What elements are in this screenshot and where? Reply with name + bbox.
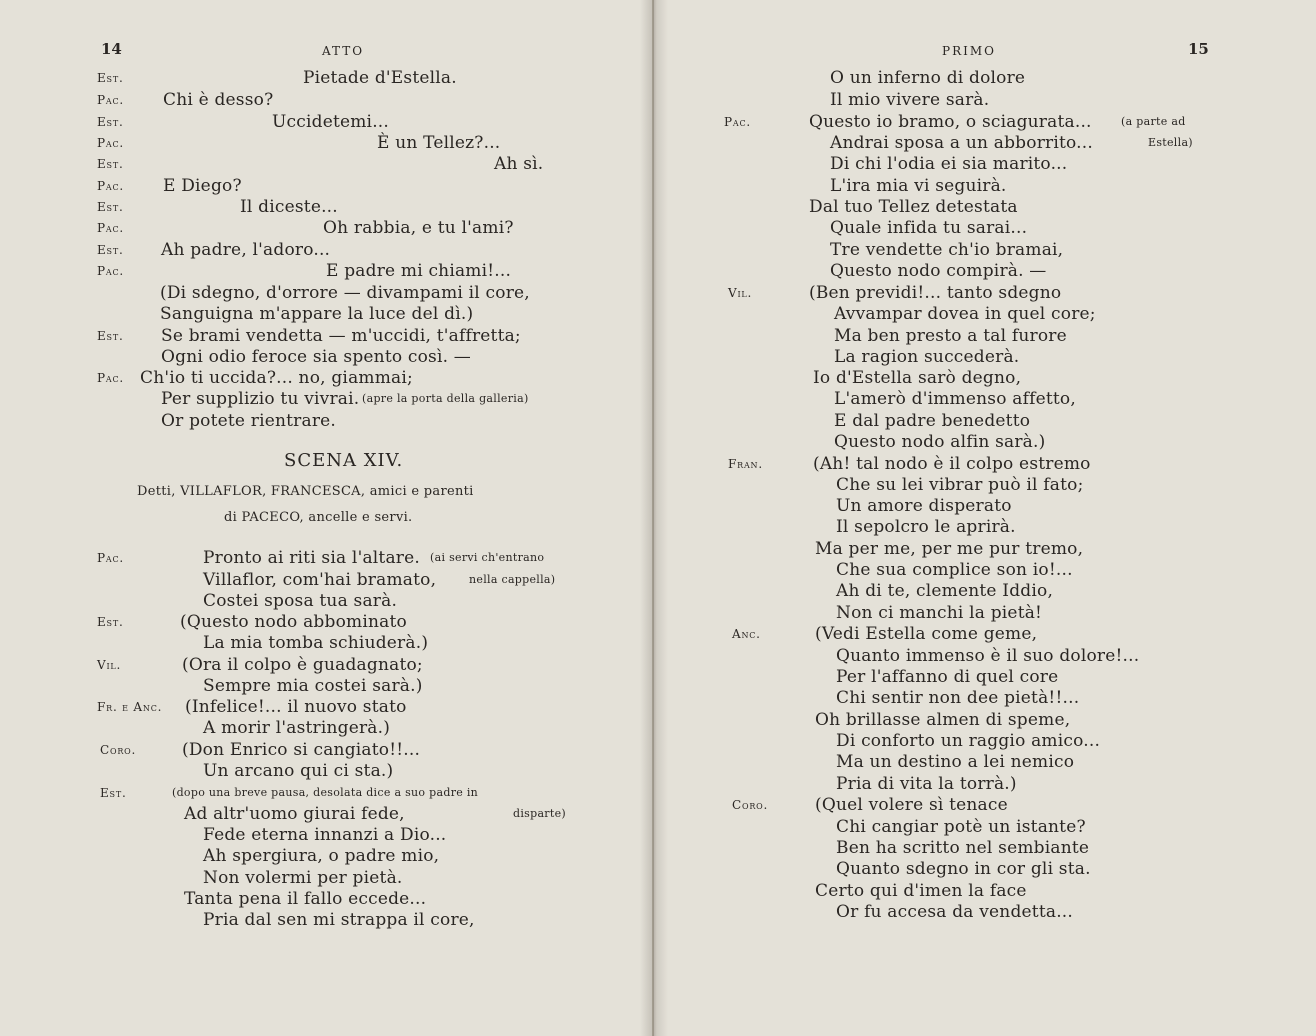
- scene-title: SCENA XIV.: [284, 450, 404, 471]
- stage-direction: Estella): [1148, 136, 1193, 149]
- verse-line: Certo qui d'imen la face: [815, 881, 1027, 901]
- speaker-label: Coro.: [100, 743, 137, 757]
- stage-direction: (a parte ad: [1121, 115, 1186, 128]
- verse-line: Che su lei vibrar può il fato;: [836, 475, 1084, 495]
- verse-line: Pronto ai riti sia l'altare.: [203, 548, 420, 568]
- verse-line: Pria di vita la torrà.): [836, 774, 1017, 794]
- speaker-label: Pac.: [97, 136, 124, 150]
- verse-line: L'ira mia vi seguirà.: [830, 176, 1007, 196]
- verse-line: Ah spergiura, o padre mio,: [203, 846, 440, 866]
- verse-line: (Ora il colpo è guadagnato;: [182, 655, 423, 675]
- verse-line: L'amerò d'immenso affetto,: [834, 389, 1076, 409]
- speaker-label: Coro.: [732, 798, 769, 812]
- verse-line: E Diego?: [163, 176, 242, 196]
- verse-line: Un arcano qui ci sta.): [203, 761, 394, 781]
- stage-direction: (ai servi ch'entrano: [430, 551, 545, 564]
- verse-line: Se brami vendetta — m'uccidi, t'affretta;: [161, 326, 521, 346]
- verse-line: Ben ha scritto nel sembiante: [836, 838, 1090, 858]
- verse-line: La mia tomba schiuderà.): [203, 633, 429, 653]
- verse-line: Il sepolcro le aprirà.: [836, 517, 1016, 537]
- verse-line: Pietade d'Estella.: [303, 68, 457, 88]
- verse-line: (Don Enrico si cangiato!!...: [182, 740, 421, 760]
- verse-line: Questo nodo compirà. —: [830, 261, 1047, 281]
- verse-line: Ah sì.: [494, 154, 544, 174]
- verse-line: Ma ben presto a tal furore: [834, 326, 1067, 346]
- verse-line: Tanta pena il fallo eccede...: [184, 889, 427, 909]
- speaker-label: Vil.: [728, 286, 753, 300]
- cast-list-line: di PACECO, ancelle e servi.: [224, 510, 413, 525]
- verse-line: Avvampar dovea in quel core;: [834, 304, 1096, 324]
- page-number: 15: [1188, 40, 1209, 58]
- verse-line: Or potete rientrare.: [161, 411, 337, 431]
- verse-line: (Questo nodo abbominato: [180, 612, 407, 632]
- stage-direction: (apre la porta della galleria): [362, 392, 529, 405]
- speaker-label: Pac.: [97, 93, 124, 107]
- verse-line: (Infelice!... il nuovo stato: [185, 697, 407, 717]
- speaker-label: Pac.: [97, 264, 124, 278]
- speaker-label: Est.: [97, 71, 124, 85]
- speaker-label: Est.: [97, 115, 124, 129]
- speaker-label: Pac.: [97, 179, 124, 193]
- verse-line: Ah padre, l'adoro...: [161, 240, 331, 260]
- verse-line: Chi sentir non dee pietà!!...: [836, 688, 1080, 708]
- verse-line: Or fu accesa da vendetta...: [836, 902, 1074, 922]
- verse-line: A morir l'astringerà.): [203, 718, 391, 738]
- speaker-label: Fran.: [728, 457, 763, 471]
- verse-line: La ragion succederà.: [834, 347, 1020, 367]
- verse-line: E padre mi chiami!...: [326, 261, 512, 281]
- verse-line: (Di sdegno, d'orrore — divampami il core,: [160, 283, 530, 303]
- verse-line: E dal padre benedetto: [834, 411, 1031, 431]
- verse-line: Ch'io ti uccida?... no, giammai;: [140, 368, 413, 388]
- verse-line: Quale infida tu sarai...: [830, 218, 1028, 238]
- verse-line: Oh brillasse almen di speme,: [815, 710, 1071, 730]
- verse-line: Andrai sposa a un abborrito...: [830, 133, 1093, 153]
- verse-line: Villaflor, com'hai bramato,: [203, 570, 437, 590]
- running-head: PRIMO: [942, 44, 996, 58]
- verse-line: Chi è desso?: [163, 90, 274, 110]
- verse-line: Non volermi per pietà.: [203, 868, 403, 888]
- speaker-label: Est.: [100, 786, 127, 800]
- verse-line: Pria dal sen mi strappa il core,: [203, 910, 475, 930]
- stage-direction: (dopo una breve pausa, desolata dice a suo padre in: [172, 786, 479, 799]
- speaker-label: Est.: [97, 200, 124, 214]
- speaker-label: Vil.: [97, 658, 122, 672]
- verse-line: Il diceste...: [240, 197, 338, 217]
- verse-line: Questo nodo alfin sarà.): [834, 432, 1046, 452]
- verse-line: Il mio vivere sarà.: [830, 90, 990, 110]
- verse-line: Di conforto un raggio amico...: [836, 731, 1101, 751]
- stage-direction: nella cappella): [469, 573, 556, 586]
- verse-line: Ogni odio feroce sia spento così. —: [161, 347, 472, 367]
- verse-line: Quanto immenso è il suo dolore!...: [836, 646, 1140, 666]
- stage-direction: disparte): [513, 807, 566, 820]
- verse-line: Ad altr'uomo giurai fede,: [184, 804, 405, 824]
- page-number: 14: [101, 40, 122, 58]
- verse-line: Sanguigna m'appare la luce del dì.): [160, 304, 474, 324]
- speaker-label: Est.: [97, 157, 124, 171]
- verse-line: (Quel volere sì tenace: [815, 795, 1008, 815]
- verse-line: (Ben previdi!... tanto sdegno: [809, 283, 1062, 303]
- speaker-label: Fr. e Anc.: [97, 700, 163, 714]
- verse-line: Tre vendette ch'io bramai,: [830, 240, 1064, 260]
- speaker-label: Pac.: [97, 221, 124, 235]
- verse-line: (Vedi Estella come geme,: [815, 624, 1038, 644]
- verse-line: O un inferno di dolore: [830, 68, 1026, 88]
- verse-line: Sempre mia costei sarà.): [203, 676, 423, 696]
- speaker-label: Est.: [97, 243, 124, 257]
- verse-line: Uccidetemi...: [272, 112, 390, 132]
- left-page: [0, 0, 654, 1036]
- verse-line: Ma un destino a lei nemico: [836, 752, 1075, 772]
- verse-line: (Ah! tal nodo è il colpo estremo: [813, 454, 1091, 474]
- running-head: ATTO: [322, 44, 365, 58]
- verse-line: Oh rabbia, e tu l'ami?: [323, 218, 514, 238]
- speaker-label: Est.: [97, 615, 124, 629]
- verse-line: Questo io bramo, o sciagurata...: [809, 112, 1092, 132]
- cast-list-line: Detti, VILLAFLOR, FRANCESCA, amici e parenti: [137, 484, 474, 499]
- verse-line: Quanto sdegno in cor gli sta.: [836, 859, 1091, 879]
- speaker-label: Est.: [97, 329, 124, 343]
- right-page: [654, 0, 1316, 1036]
- verse-line: È un Tellez?...: [377, 133, 501, 153]
- verse-line: Di chi l'odia ei sia marito...: [830, 154, 1068, 174]
- verse-line: Ah di te, clemente Iddio,: [836, 581, 1054, 601]
- verse-line: Dal tuo Tellez detestata: [809, 197, 1018, 217]
- verse-line: Non ci manchi la pietà!: [836, 603, 1043, 623]
- verse-line: Io d'Estella sarò degno,: [813, 368, 1022, 388]
- verse-line: Costei sposa tua sarà.: [203, 591, 398, 611]
- verse-line: Un amore disperato: [836, 496, 1012, 516]
- speaker-label: Pac.: [97, 551, 124, 565]
- verse-line: Che sua complice son io!...: [836, 560, 1073, 580]
- speaker-label: Pac.: [97, 371, 124, 385]
- verse-line: Ma per me, per me pur tremo,: [815, 539, 1084, 559]
- verse-line: Per supplizio tu vivrai.: [161, 389, 360, 409]
- speaker-label: Pac.: [724, 115, 751, 129]
- verse-line: Chi cangiar potè un istante?: [836, 817, 1086, 837]
- verse-line: Fede eterna innanzi a Dio...: [203, 825, 447, 845]
- verse-line: Per l'affanno di quel core: [836, 667, 1059, 687]
- speaker-label: Anc.: [732, 627, 761, 641]
